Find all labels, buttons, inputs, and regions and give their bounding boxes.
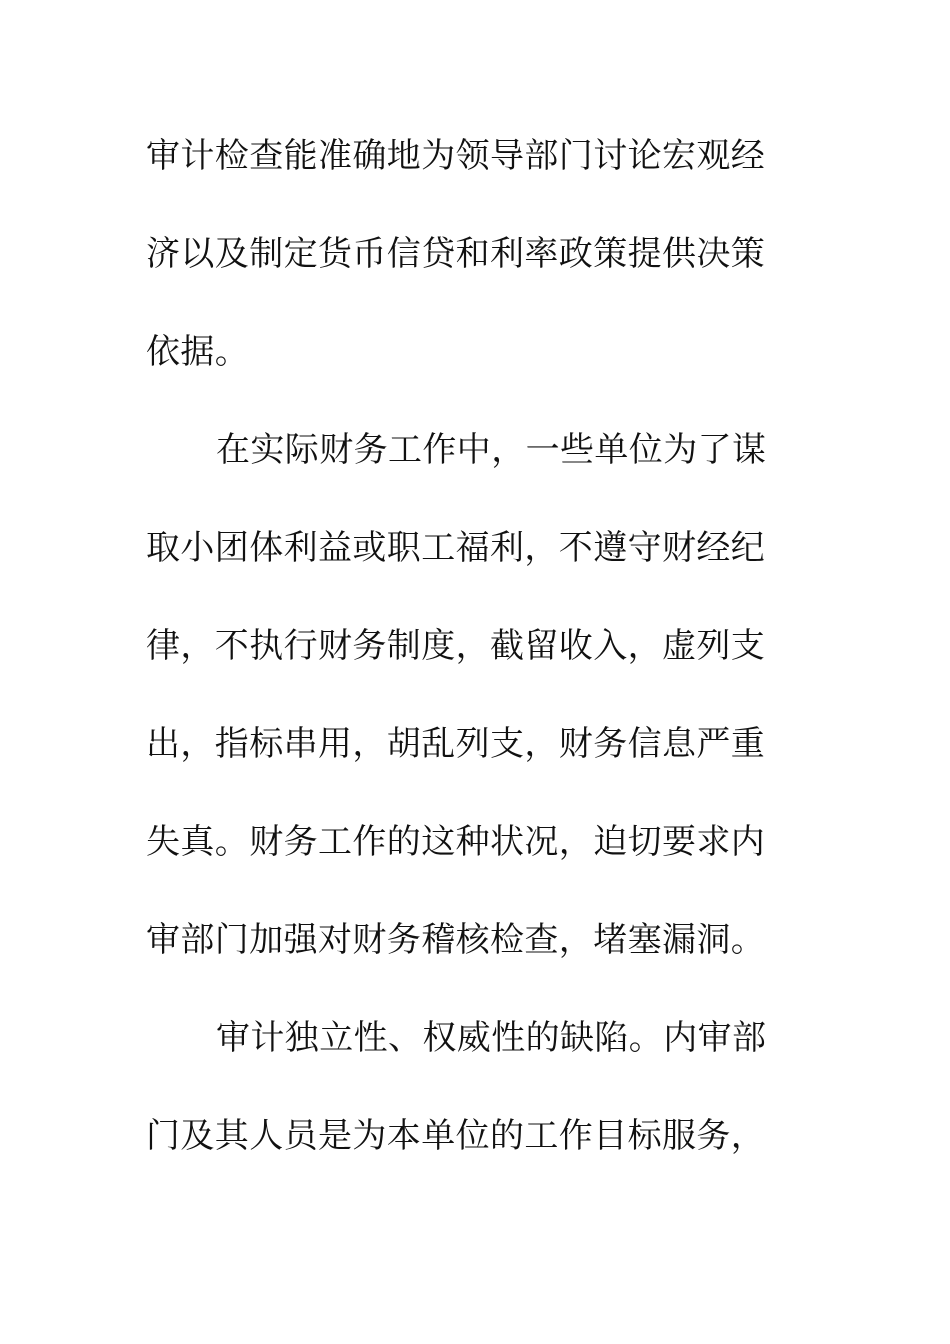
- text-line: 取小团体利益或职工福利，不遵守财经纪: [146, 528, 766, 568]
- text-line: 律，不执行财务制度，截留收入，虚列支: [146, 626, 766, 666]
- text-line: 济以及制定货币信贷和利率政策提供决策: [146, 234, 766, 274]
- text-line: 审计检查能准确地为领导部门讨论宏观经: [146, 136, 766, 176]
- text-line: 审部门加强对财务稽核检查，堵塞漏洞。: [146, 920, 766, 960]
- body-text: [146, 124, 786, 1202]
- text-line: 依据。: [146, 332, 250, 372]
- text-line: 门及其人员是为本单位的工作目标服务，: [146, 1116, 766, 1156]
- paragraph-start-line: 审计独立性、权威性的缺陷。内审部: [216, 1018, 767, 1058]
- text-line: 出，指标串用，胡乱列支，财务信息严重: [146, 724, 766, 764]
- text-line: 失真。财务工作的这种状况，迫切要求内: [146, 822, 766, 862]
- paragraph-start-line: 在实际财务工作中，一些单位为了谋: [216, 430, 767, 470]
